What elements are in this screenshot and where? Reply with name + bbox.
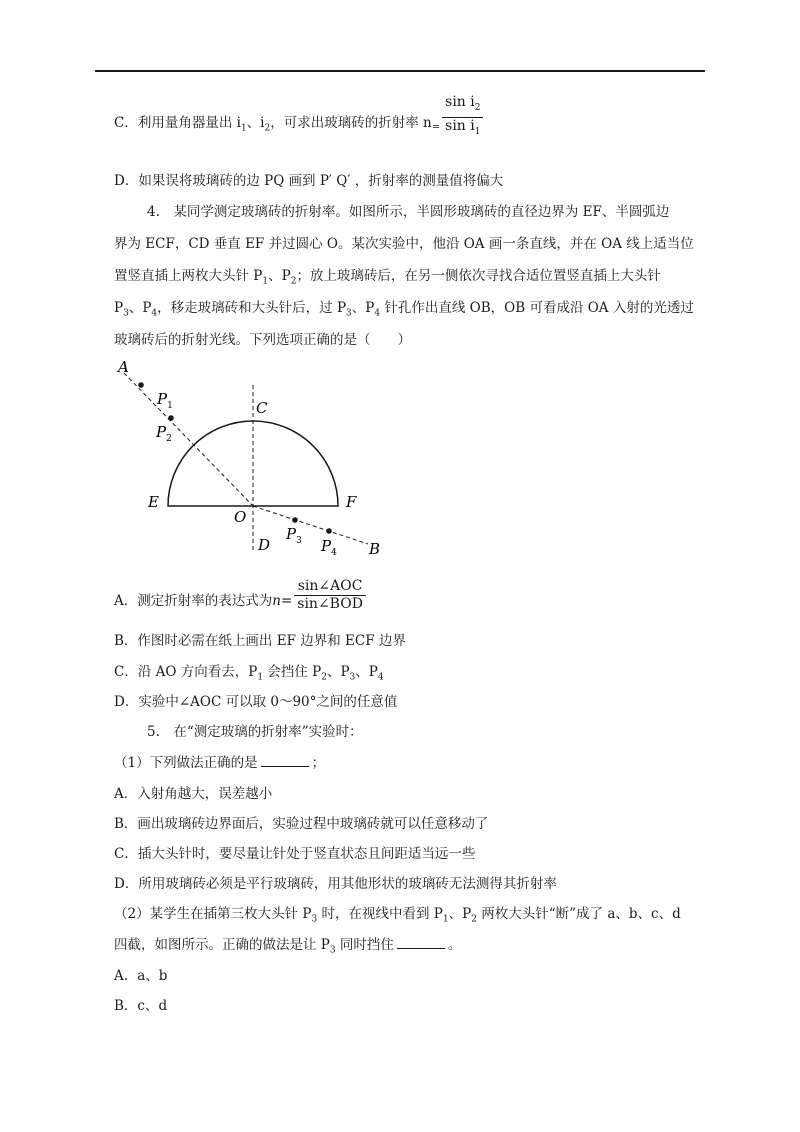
q5-part1: （1）下列做法正确的是 ；	[114, 755, 326, 771]
label-p1: $P_1$	[157, 390, 173, 411]
label-o: O	[234, 508, 247, 526]
incident-ray-ao	[124, 373, 253, 506]
q5-part2-option-a: A．a、b	[114, 968, 168, 984]
refracted-ray-ob	[253, 506, 368, 544]
pin-p1	[138, 382, 144, 388]
q4-option-a: A．测定折射率的表达式为n= $\frac{\text{sin∠AOC}}{\text{sin∠BOD}}$	[114, 590, 368, 613]
answer-blank-1[interactable]	[261, 766, 309, 767]
answer-blank-2[interactable]	[397, 948, 445, 949]
label-d: D	[258, 536, 271, 554]
q4-line3: 置竖直插上两枚大头针 $P_1$、$P_2$；放上玻璃砖后，在另一侧依次寻找合适位置竖直插上大头针	[114, 268, 661, 287]
label-a: A	[118, 358, 129, 376]
q5-part1-option-c: C．插大头针时，要尽量让针处于竖直状态且间距适当远一些	[114, 846, 476, 862]
option-c-prev: C．利用量角器量出 $i_1$、$i_2$，可求出玻璃砖的折射率 $n_=$ $\frac{\sin i_2}{\sin i_1}$	[114, 106, 485, 141]
label-b: B	[369, 540, 381, 558]
option-d-prev: D．如果误将玻璃砖的边 PQ 画到 P′ Q′ ，折射率的测量值将偏大	[114, 173, 504, 189]
header-rule	[95, 70, 705, 72]
refraction-fraction: $\frac{\sin i_2}{\sin i_1}$	[442, 94, 483, 141]
q5-part2-option-b: B．c、d	[114, 998, 168, 1014]
q4-line1: 4. 某同学测定玻璃砖的折射率。如图所示，半圆形玻璃砖的直径边界为 EF、半圆弧边	[147, 204, 670, 220]
q5-part1-option-d: D．所用玻璃砖必须是平行玻璃砖，用其他形状的玻璃砖无法测得其折射率	[114, 876, 557, 892]
q5-part1-option-b: B．画出玻璃砖边界面后，实验过程中玻璃砖就可以任意移动了	[114, 816, 489, 832]
pin-p2	[168, 415, 174, 421]
q5-part2-line1: （2）某学生在插第三枚大头针 $P_3$ 时，在视线中看到 $P_1$、$P_2$ 两枚大头针“断”成了 a、b、c、d	[114, 906, 681, 925]
q4-option-b: B．作图时必需在纸上画出 EF 边界和 ECF 边界	[114, 633, 406, 649]
q4-line5: 玻璃砖后的折射光线。下列选项正确的是（ ）	[114, 332, 411, 348]
q5-part1-option-a: A．入射角越大，误差越小	[114, 786, 273, 802]
semicircle-glass-figure	[110, 355, 410, 565]
q4-line4: $P_3$、$P_4$，移走玻璃砖和大头针后，过 $P_3$、$P_4$ 针孔作出直线 OB，OB 可看成沿 OA 入射的光透过	[114, 300, 694, 319]
q4-option-c: C．沿 AO 方向看去，$P_1$ 会挡住 $P_2$、$P_3$、$P_4$	[114, 664, 384, 683]
q5-title: 5. 在“测定玻璃的折射率”实验时：	[147, 724, 363, 740]
pin-p4	[326, 528, 332, 534]
q4-option-d: D．实验中∠AOC 可以取 0～90°之间的任意值	[114, 694, 398, 710]
pin-p3	[292, 517, 298, 523]
q4-line2: 界为 ECF，CD 垂直 EF 并过圆心 O。某次实验中，他沿 OA 画一条直线，并在 OA 线上适当位	[114, 236, 694, 252]
label-c: C	[256, 399, 268, 417]
label-p4: $P_4$	[321, 537, 337, 558]
label-p2: $P_2$	[156, 423, 172, 444]
label-f: F	[346, 493, 357, 511]
q5-part2-line2: 四截，如图所示。正确的做法是让 $P_3$ 同时挡住 。	[114, 937, 462, 956]
label-p3: $P_3$	[286, 525, 302, 546]
option-a-fraction: $\frac{\text{sin∠AOC}}{\text{sin∠BOD}}$	[294, 578, 366, 613]
label-e: E	[148, 493, 159, 511]
